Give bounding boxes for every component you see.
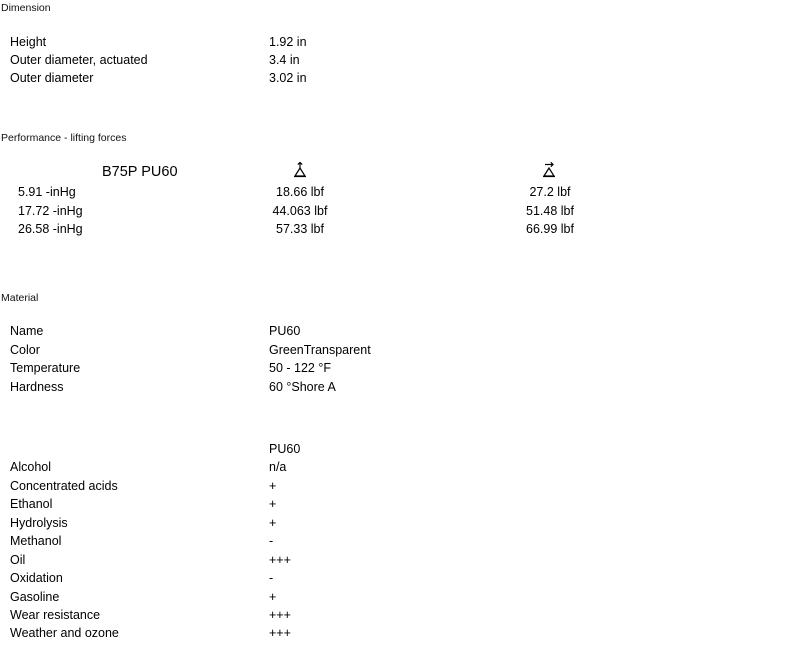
resistance-header-row: [0, 440, 790, 458]
material-row: [0, 322, 790, 340]
resistance-label: Oxidation: [10, 571, 63, 585]
resistance-value: +: [269, 516, 277, 530]
resistance-label: Weather and ozone: [10, 626, 119, 640]
resistance-label: Wear resistance: [10, 608, 101, 622]
material-title: Material: [1, 292, 39, 304]
dimension-value: 3.02 in: [269, 71, 307, 85]
material-value: GreenTransparent: [269, 343, 371, 357]
performance-row: [0, 220, 790, 238]
resistance-label: Oil: [10, 553, 26, 567]
resistance-label: Hydrolysis: [10, 516, 68, 530]
resistance-label: Alcohol: [10, 460, 51, 474]
resistance-value: -: [269, 571, 274, 585]
dimension-value: 3.4 in: [269, 53, 300, 67]
pressure-value: 26.58 -inHg: [18, 222, 83, 236]
resistance-row: [0, 495, 790, 513]
resistance-value: +: [269, 497, 277, 511]
dimension-value: 1.92 in: [269, 35, 307, 49]
resistance-row: [0, 588, 790, 606]
vertical-force-value: 44.063 lbf: [272, 204, 328, 218]
dimension-row: [0, 69, 790, 87]
resistance-label: Ethanol: [10, 497, 53, 511]
resistance-row: [0, 606, 790, 624]
resistance-header: PU60: [269, 442, 301, 456]
horizontal-force-value: 51.48 lbf: [526, 204, 574, 218]
resistance-row: [0, 532, 790, 550]
vertical-force-value: 18.66 lbf: [276, 185, 324, 199]
performance-row: [0, 202, 790, 220]
product-name: B75P PU60: [102, 164, 178, 180]
material-value: PU60: [269, 324, 301, 338]
resistance-value: +: [269, 590, 277, 604]
resistance-row: [0, 458, 790, 476]
resistance-value: -: [269, 534, 274, 548]
resistance-row: [0, 624, 790, 642]
material-label: Color: [10, 343, 40, 357]
material-row: [0, 359, 790, 377]
resistance-value: +++: [269, 608, 291, 622]
resistance-label: Concentrated acids: [10, 479, 118, 493]
resistance-row: [0, 551, 790, 569]
resistance-value: n/a: [269, 460, 287, 474]
resistance-row: [0, 569, 790, 587]
material-label: Hardness: [10, 380, 64, 394]
resistance-row: [0, 514, 790, 532]
material-row: [0, 378, 790, 396]
vertical-force-value: 57.33 lbf: [276, 222, 324, 236]
dimension-title: Dimension: [1, 2, 51, 14]
dimension-label: Outer diameter: [10, 71, 94, 85]
dimension-row: [0, 51, 790, 69]
resistance-value: +: [269, 479, 277, 493]
performance-title: Performance - lifting forces: [1, 132, 127, 144]
dimension-label: Outer diameter, actuated: [10, 53, 148, 67]
material-label: Temperature: [10, 361, 81, 375]
material-label: Name: [10, 324, 44, 338]
resistance-row: [0, 477, 790, 495]
dimension-label: Height: [10, 35, 47, 49]
material-value: 60 °Shore A: [269, 380, 336, 394]
resistance-label: Methanol: [10, 534, 62, 548]
horizontal-lift-icon: [540, 161, 558, 179]
resistance-label: Gasoline: [10, 590, 60, 604]
resistance-value: +++: [269, 553, 291, 567]
dimension-row: [0, 33, 790, 51]
performance-row: [0, 183, 790, 201]
horizontal-force-value: 66.99 lbf: [526, 222, 574, 236]
resistance-value: +++: [269, 626, 291, 640]
material-row: [0, 341, 790, 359]
vertical-lift-icon: [291, 161, 309, 179]
material-value: 50 - 122 °F: [269, 361, 331, 375]
pressure-value: 17.72 -inHg: [18, 204, 83, 218]
horizontal-force-value: 27.2 lbf: [529, 185, 571, 199]
pressure-value: 5.91 -inHg: [18, 185, 76, 199]
